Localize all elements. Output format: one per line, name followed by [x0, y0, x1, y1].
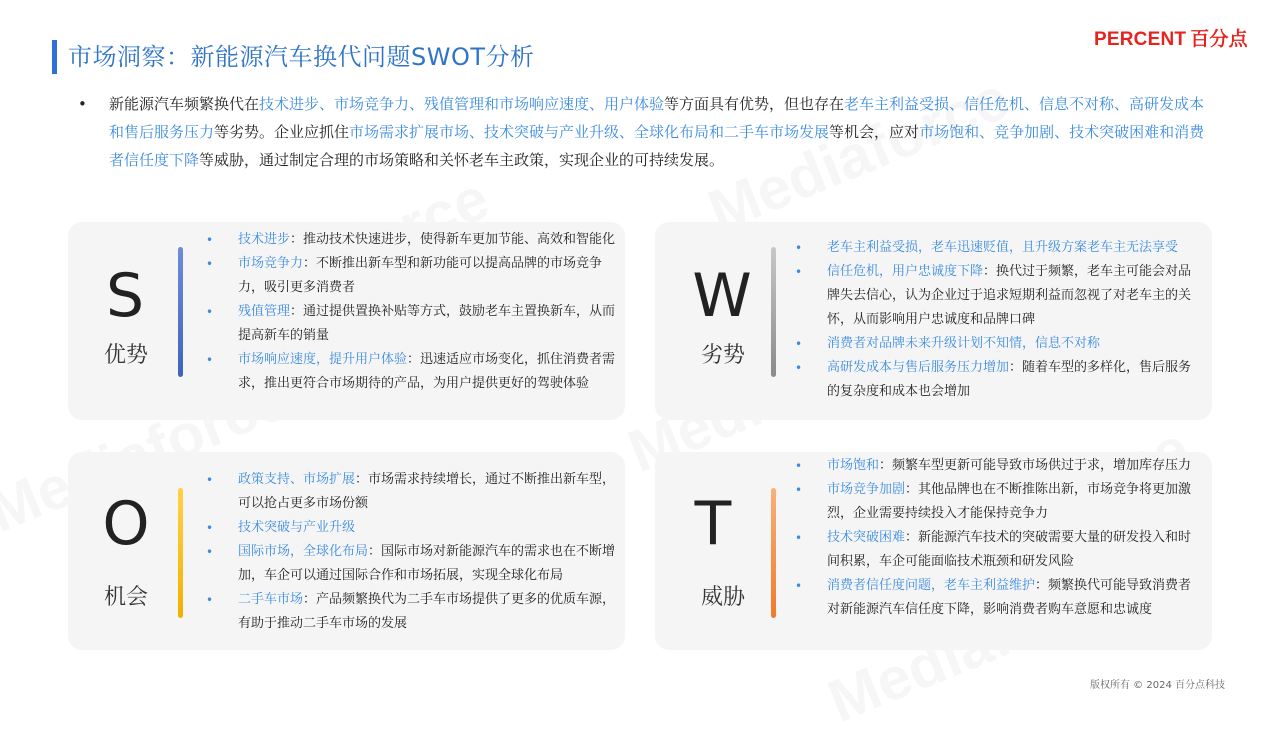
brand-logo [1094, 28, 1248, 52]
strengths-card [68, 222, 625, 420]
list-item [206, 516, 620, 540]
intro-highlight: 技术进步、市场竞争力、残值管理和市场响应速度、用户体验 [259, 95, 665, 113]
item-text: ：随着车型的多样化，售后服务的复杂度和成本也会增加 [827, 360, 1192, 399]
threats-list [795, 454, 1203, 622]
list-item [206, 588, 620, 636]
intro-segment: 等机会，应对 [829, 123, 920, 141]
opportunities-list [206, 468, 620, 636]
item-text: ：迅速适应市场变化，抓住消费者需求，推出更符合市场期待的产品，为用户提供更好的驾驶体验 [238, 352, 616, 391]
bullet-icon: • [206, 233, 214, 247]
bullet-icon: • [795, 361, 803, 375]
bullet-icon: • [795, 459, 803, 473]
page-title: 市场洞察：新能源汽车换代问题SWOT分析 [68, 43, 535, 71]
opportunities-letter: O [102, 489, 150, 559]
list-item [795, 332, 1203, 356]
item-key: 技术进步 [238, 232, 291, 247]
intro-segment: 等威胁，通过制定合理的市场策略和关怀老车主政策，实现企业的可持续发展。 [199, 151, 725, 169]
item-text: ：推动技术快速进步，使得新车更加节能、高效和智能化 [290, 232, 616, 247]
weaknesses-card [655, 222, 1212, 420]
bullet-icon: • [795, 337, 803, 351]
bullet-icon: • [206, 257, 214, 271]
bullet-icon: • [78, 95, 87, 113]
weaknesses-accent-bar [771, 247, 776, 377]
item-text: ：新能源汽车技术的突破需要大量的研发投入和时间积累，车企可能面临技术瓶颈和研发风险 [827, 530, 1192, 569]
item-text: ：频繁车型更新可能导致市场供过于求，增加库存压力 [879, 458, 1192, 473]
item-text: ：换代过于频繁，老车主可能会对品牌失去信心，认为企业过于追求短期利益而忽视了对老车主的关怀，从而影响用户忠诚度和品牌口碑 [827, 264, 1192, 327]
item-key: 技术突破困难 [827, 530, 906, 545]
bullet-icon: • [206, 521, 214, 535]
item-key: 市场响应速度，提升用户体验 [238, 352, 408, 367]
item-key: 消费者信任度问题，老车主利益维护 [827, 578, 1036, 593]
item-key: 政策支持、市场扩展 [238, 472, 356, 487]
bullet-icon: • [795, 265, 803, 279]
threats-letter: T [694, 489, 732, 559]
item-key: 市场饱和 [827, 458, 880, 473]
item-key: 国际市场，全球化布局 [238, 544, 369, 559]
item-text: ：国际市场对新能源汽车的需求也在不断增加，车企可以通过国际合作和市场拓展，实现全球化布局 [238, 544, 616, 583]
logo-text-cn: 百分点 [1190, 29, 1248, 50]
bullet-icon: • [206, 593, 214, 607]
item-text: ：不断推出新车型和新功能可以提高品牌的市场竞争力，吸引更多消费者 [238, 256, 603, 295]
title-accent-bar [52, 40, 57, 74]
item-key: 残值管理 [238, 304, 291, 319]
strengths-list [206, 228, 616, 396]
threats-accent-bar [771, 488, 776, 618]
list-item [795, 478, 1203, 526]
list-item [206, 300, 616, 348]
intro-segment: 等方面具有优势，但也存在 [664, 95, 845, 113]
item-key: 技术突破与产业升级 [238, 520, 356, 535]
strengths-letter: S [105, 261, 145, 331]
list-item [206, 228, 616, 252]
item-key: 二手车市场 [238, 592, 304, 607]
item-key: 信任危机，用户忠诚度下降 [827, 264, 984, 279]
item-text: ：产品频繁换代为二手车市场提供了更多的优质车源，有助于推动二手车市场的发展 [238, 592, 616, 631]
item-key: 市场竞争力 [238, 256, 304, 271]
threats-label: 威胁 [700, 585, 745, 610]
list-item [795, 574, 1203, 622]
strengths-accent-bar [178, 247, 183, 377]
list-item [206, 468, 620, 516]
bullet-icon: • [206, 473, 214, 487]
list-item [206, 540, 620, 588]
item-key: 老车主利益受损，老车迅速贬值，且升级方案老车主无法享受 [827, 240, 1179, 255]
weaknesses-label: 劣势 [700, 343, 745, 368]
item-text: ：通过提供置换补贴等方式，鼓励老车主置换新车，从而提高新车的销量 [238, 304, 616, 343]
list-item [206, 348, 616, 396]
item-key: 市场竞争加剧 [827, 482, 906, 497]
logo-text-en: PERCENT [1094, 29, 1187, 50]
list-item [795, 454, 1203, 478]
intro-highlight: 市场饱和、竞争加剧、技术突破困难和消费者信任度下降 [109, 123, 1205, 169]
intro-highlight: 老车主利益受损、信任危机、信息不对称、高研发成本和售后服务压力 [109, 95, 1205, 141]
item-text: ：频繁换代可能导致消费者对新能源汽车信任度下降，影响消费者购车意愿和忠诚度 [827, 578, 1192, 617]
bullet-icon: • [795, 241, 803, 255]
bullet-icon: • [206, 305, 214, 319]
list-item [206, 252, 616, 300]
strengths-label: 优势 [103, 343, 148, 368]
item-text: ：市场需求持续增长，通过不断推出新车型，可以抢占更多市场份额 [238, 472, 616, 511]
opportunities-card [68, 452, 625, 650]
item-key: 高研发成本与售后服务压力增加 [827, 360, 1010, 375]
bullet-icon: • [795, 483, 803, 497]
bullet-icon: • [206, 353, 214, 367]
list-item [795, 236, 1203, 260]
copyright-footer: 版权所有 © 2024 百分点科技 [1090, 680, 1225, 691]
bullet-icon: • [795, 531, 803, 545]
intro-paragraph [78, 90, 1218, 174]
list-item [795, 356, 1203, 404]
bullet-icon: • [795, 579, 803, 593]
weaknesses-letter: W [692, 261, 752, 331]
opportunities-accent-bar [178, 488, 183, 618]
item-text: ：其他品牌也在不断推陈出新，市场竞争将更加激烈，企业需要持续投入才能保持竞争力 [827, 482, 1192, 521]
item-key: 消费者对品牌未来升级计划不知情，信息不对称 [827, 336, 1101, 351]
intro-highlight: 市场需求扩展市场、技术突破与产业升级、全球化布局和二手车市场发展 [349, 123, 830, 141]
intro-segment: 新能源汽车频繁换代在 [109, 95, 260, 113]
intro-segment: 等劣势。企业应抓住 [214, 123, 350, 141]
list-item [795, 526, 1203, 574]
opportunities-label: 机会 [103, 585, 148, 610]
threats-card [655, 452, 1212, 650]
bullet-icon: • [206, 545, 214, 559]
list-item [795, 260, 1203, 332]
intro-text [109, 90, 1218, 174]
weaknesses-list [795, 236, 1203, 404]
